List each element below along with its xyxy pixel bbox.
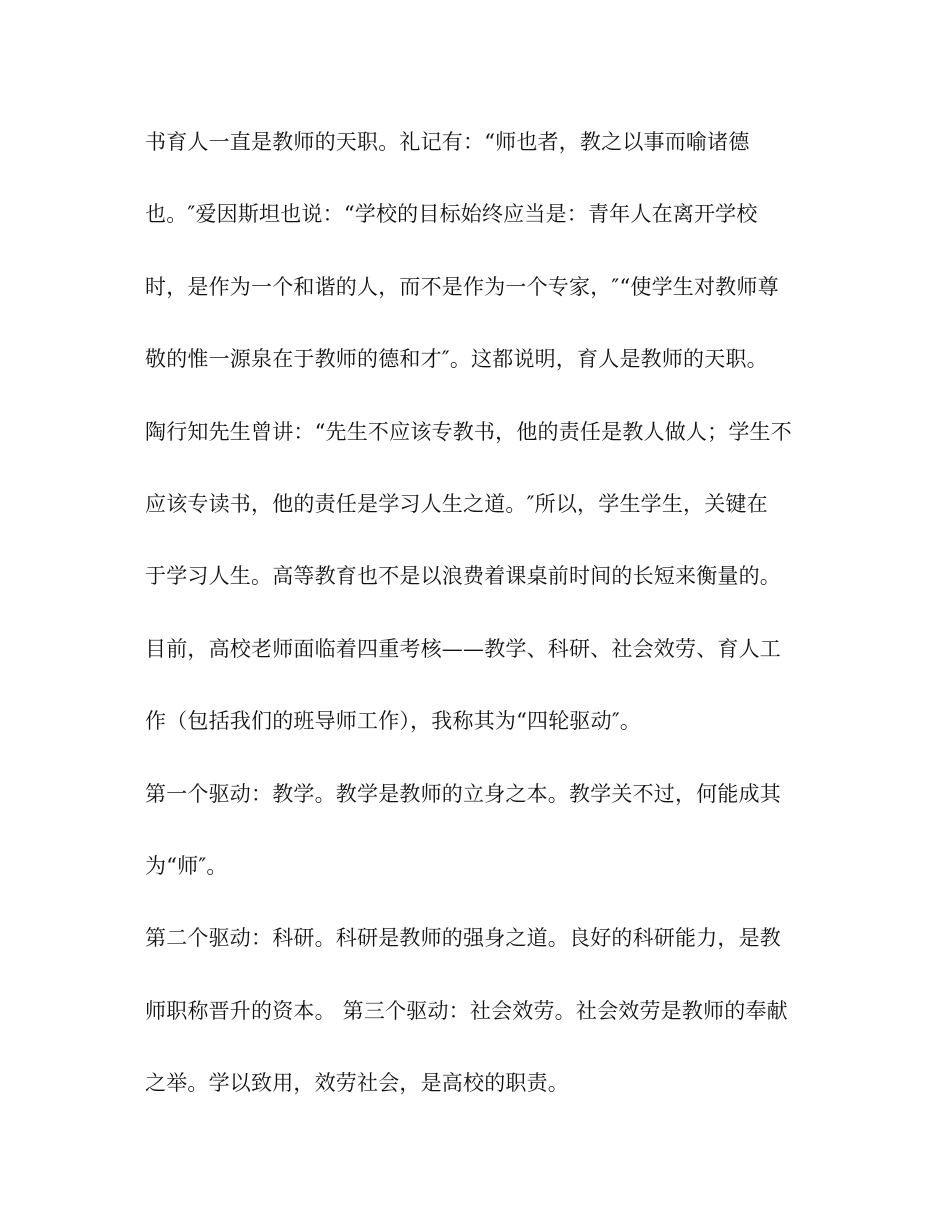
text-line: 目前，高校老师面临着四重考核——教学、科研、社会效劳、育人工: [145, 636, 781, 661]
text-line: 于学习人生。高等教育也不是以浪费着课桌前时间的长短来衡量的。: [145, 564, 781, 589]
text-line: 时，是作为一个和谐的人，而不是作为一个专家，″“使学生对教师尊: [145, 274, 779, 299]
text-line: 第一个驱动：教学。教学是教师的立身之本。教学关不过，何能成其: [145, 781, 781, 806]
text-line: 作（包括我们的班导师工作），我称其为“四轮驱动″。: [145, 709, 642, 734]
text-line: 也。″爱因斯坦也说：“学校的目标始终应当是：青年人在离开学校: [145, 202, 758, 227]
document-body: [145, 122, 815, 1135]
text-line: 第二个驱动：科研。科研是教师的强身之道。良好的科研能力，是教: [145, 926, 781, 951]
text-line: 书育人一直是教师的天职。礼记有：“师也者，教之以事而喻诸德: [145, 130, 750, 154]
text-line: 陶行知先生曾讲：“先生不应该专教书，他的责任是教人做人；学生不: [145, 419, 792, 444]
text-line: 应该专读书，他的责任是学习人生之道。″所以，学生学生，关键在: [145, 491, 768, 516]
text-line: 为“师″。: [145, 853, 228, 878]
text-line: 之举。学以致用，效劳社会，是高校的职责。: [145, 1071, 569, 1096]
text-line: 师职称晋升的资本。 第三个驱动：社会效劳。社会效劳是教师的奉献: [145, 998, 788, 1023]
text-line: 敬的惟一源泉在于教师的德和才″。这都说明，育人是教师的天职。: [145, 347, 768, 372]
